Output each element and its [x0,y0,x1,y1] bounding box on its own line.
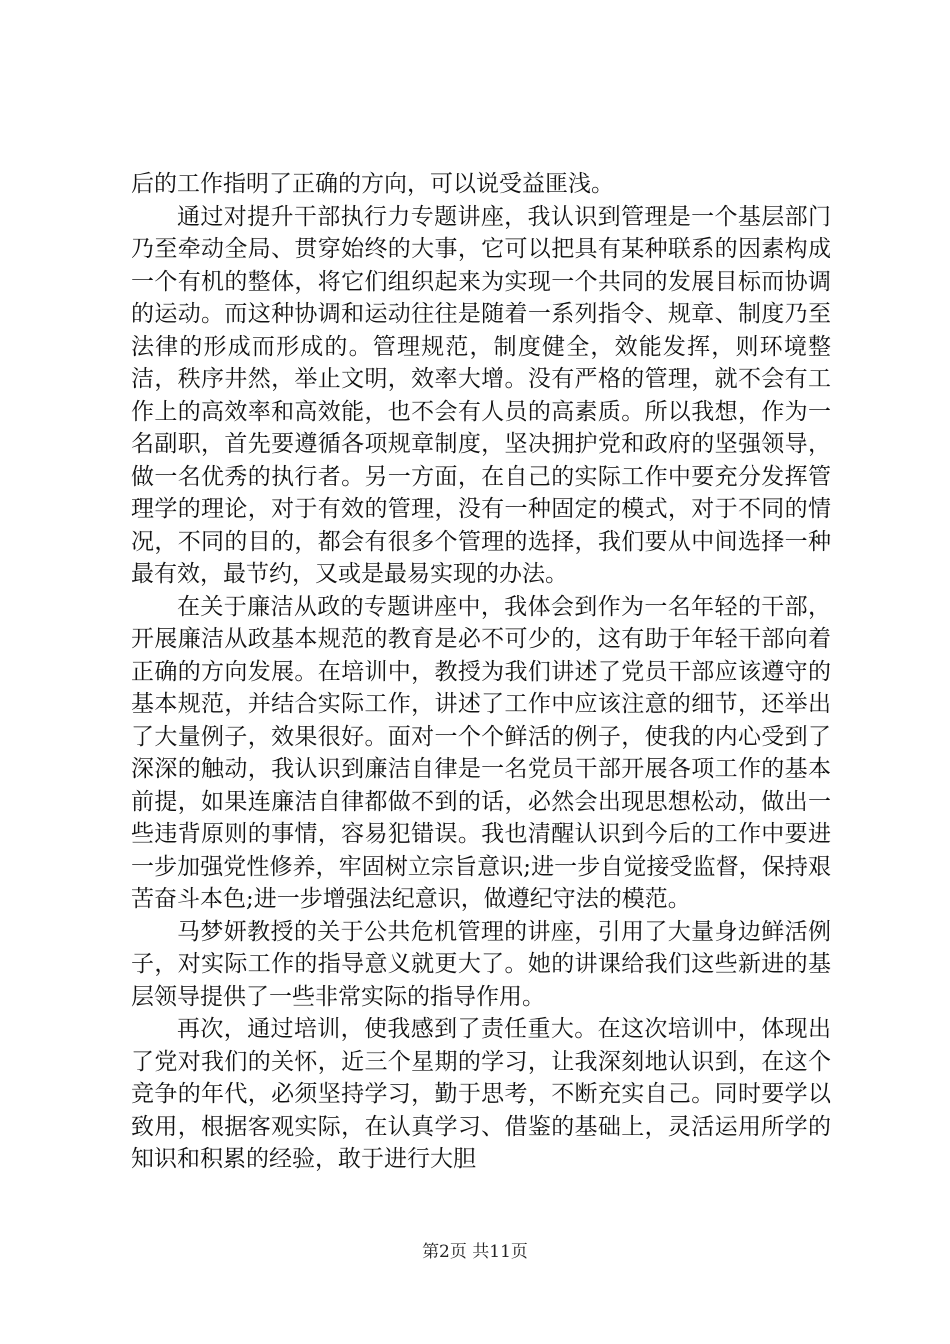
paragraph-responsibility: 再次，通过培训，使我感到了责任重大。在这次培训中，体现出了党对我们的关怀，近三个星期的学习，让我深刻地认识到，在这个竞争的年代，必须坚持学习，勤于思考，不断充实自己。同时要学以致用，根据客观实际，在认真学习、借鉴的基础上，灵活运用所学的知识和积累的经验，敢于进行大胆 [131,1016,831,1172]
paragraph-crisis-management: 马梦妍教授的关于公共危机管理的讲座，引用了大量身边鲜活例子，对实际工作的指导意义就更大了。她的讲课给我们这些新进的基层领导提供了一些非常实际的指导作用。 [131,918,831,1010]
paragraph-management: 通过对提升干部执行力专题讲座，我认识到管理是一个基层部门乃至牵动全局、贯穿始终的大事，它可以把具有某种联系的因素构成一个有机的整体，将它们组织起来为实现一个共同的发展目标而协调的运动。而这种协调和运动往往是随着一系列指令、规章、制度乃至法律的形成而形成的。管理规范，制度健全，效能发挥，则环境整洁，秩序井然，举止文明，效率大增。没有严格的管理，就不会有工作上的高效率和高效能，也不会有人员的高素质。所以我想，作为一名副职，首先要遵循各项规章制度，坚决拥护党和政府的坚强领导，做一名优秀的执行者。另一方面，在自己的实际工作中要充分发挥管理学的理论，对于有效的管理，没有一种固定的模式，对于不同的情况，不同的目的，都会有很多个管理的选择，我们要从中间选择一种最有效，最节约，又或是最易实现的办法。 [131,203,831,587]
document-body [131,168,831,1176]
paragraph-continuation: 后的工作指明了正确的方向，可以说受益匪浅。 [131,171,614,197]
paragraph-integrity: 在关于廉洁从政的专题讲座中，我体会到作为一名年轻的干部，开展廉洁从政基本规范的教育是必不可少的，这有助于年轻干部向着正确的方向发展。在培训中，教授为我们讲述了党员干部应该遵守的基本规范，并结合实际工作，讲述了工作中应该注意的细节，还举出了大量例子，效果很好。面对一个个鲜活的例子，使我的内心受到了深深的触动，我认识到廉洁自律是一名党员干部开展各项工作的基本前提，如果连廉洁自律都做不到的话，必然会出现思想松动，做出一些违背原则的事情，容易犯错误。我也清醒认识到今后的工作中要进一步加强党性修养，牢固树立宗旨意识;进一步自觉接受监督，保持艰苦奋斗本色;进一步增强法纪意识，做遵纪守法的模范。 [131,593,831,912]
page-number-footer: 第2页 共11页 [422,1242,528,1262]
